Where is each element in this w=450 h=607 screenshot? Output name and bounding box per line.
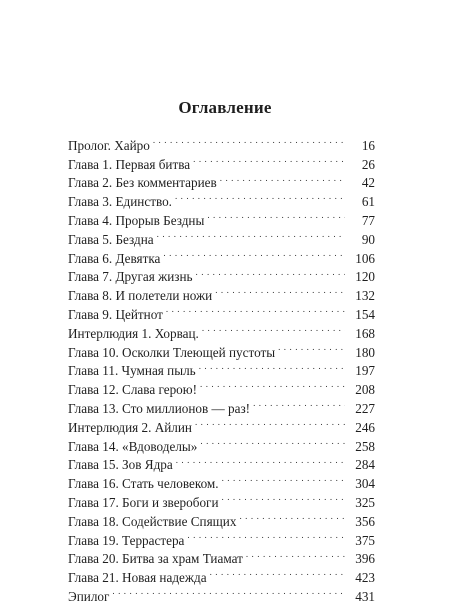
toc-entry-label: Глава 4. Прорыв Бездны: [68, 212, 205, 228]
toc-entry-label: Глава 2. Без комментариев: [68, 175, 217, 191]
toc-entry-page-number: 120: [355, 269, 375, 285]
dot-leader: [200, 432, 345, 451]
toc-entry-page-number: 423: [355, 570, 375, 586]
dot-leader: [239, 507, 345, 526]
toc-entry-label: Глава 3. Единство.: [68, 194, 172, 210]
toc-entry-page-number: 180: [355, 344, 375, 360]
toc-entry-page-number: 197: [355, 363, 375, 379]
dot-leader: [210, 563, 345, 582]
toc-entry-label: Глава 11. Чумная пыль: [68, 363, 196, 379]
toc-entry-label: Глава 5. Бездна: [68, 231, 154, 247]
toc-entry-page-number: 168: [355, 325, 375, 341]
toc-entry-label: Глава 21. Новая надежда: [68, 570, 207, 586]
toc-entry: [68, 582, 375, 604]
dot-leader: [157, 225, 345, 244]
dot-leader: [200, 375, 345, 394]
toc-entry-page-number: 106: [355, 250, 375, 266]
dot-leader: [220, 169, 345, 188]
toc-entry-label: Пролог. Хайро: [68, 137, 150, 153]
toc-entry-page-number: 26: [361, 156, 375, 172]
dot-leader: [163, 244, 345, 263]
toc-entry-page-number: 246: [355, 419, 375, 435]
dot-leader: [166, 300, 345, 319]
dot-leader: [195, 413, 345, 432]
toc-entry-page-number: 375: [355, 532, 375, 548]
dot-leader: [215, 281, 345, 300]
toc-entry: [68, 131, 375, 153]
toc-entry-label: Глава 17. Боги и зверобоги: [68, 494, 219, 510]
toc-entry-label: Глава 10. Осколки Тлеющей пустоты: [68, 344, 276, 360]
dot-leader: [193, 150, 345, 169]
toc-entry-page-number: 42: [361, 175, 375, 191]
toc-entry-page-number: 132: [355, 288, 375, 304]
toc-entry-page-number: 16: [361, 137, 375, 153]
toc-entry-label: Глава 18. Содействие Спящих: [68, 513, 237, 529]
dot-leader: [222, 469, 345, 488]
toc-entry-label: Глава 14. «Вдоводелы»: [68, 438, 198, 454]
dot-leader: [176, 451, 345, 470]
toc-entry-label: Глава 1. Первая битва: [68, 156, 191, 172]
toc-entry-page-number: 227: [355, 400, 375, 416]
dot-leader: [222, 488, 345, 507]
toc-entry-label: Интерлюдия 2. Айлин: [68, 419, 192, 435]
dot-leader: [196, 263, 345, 282]
toc-entry-page-number: 284: [355, 457, 375, 473]
dot-leader: [278, 338, 345, 357]
toc-entry-label: Глава 19. Террастера: [68, 532, 185, 548]
dot-leader: [153, 131, 345, 150]
toc-entry-page-number: 304: [355, 476, 375, 492]
toc-entry-page-number: 208: [355, 382, 375, 398]
toc-entry-label: Глава 15. Зов Ядра: [68, 457, 173, 473]
toc-entry-page-number: 154: [355, 306, 375, 322]
toc-entry-label: Глава 16. Стать человеком.: [68, 476, 219, 492]
toc-entry-page-number: 356: [355, 513, 375, 529]
toc-entry-page-number: 61: [361, 194, 375, 210]
toc-entry-label: Глава 6. Девятка: [68, 250, 161, 266]
dot-leader: [187, 526, 345, 545]
toc-entry-page-number: 90: [361, 231, 375, 247]
toc-entry-page-number: 396: [355, 551, 375, 567]
table-of-contents: [68, 131, 375, 604]
toc-entry-label: Глава 20. Битва за храм Тиамат: [68, 551, 243, 567]
toc-entry-page-number: 77: [361, 212, 375, 228]
toc-entry-page-number: 325: [355, 494, 375, 510]
toc-entry-page-number: 431: [355, 588, 375, 604]
toc-entry-label: Глава 9. Цейтнот: [68, 306, 163, 322]
toc-entry-label: Глава 13. Сто миллионов — раз!: [68, 400, 251, 416]
toc-entry-label: Эпилог: [68, 588, 110, 604]
dot-leader: [253, 394, 345, 413]
dot-leader: [199, 357, 345, 376]
toc-entry-label: Интерлюдия 1. Хорвац.: [68, 325, 199, 341]
dot-leader: [207, 206, 345, 225]
toc-entry-label: Глава 7. Другая жизнь: [68, 269, 193, 285]
toc-entry-label: Глава 12. Слава герою!: [68, 382, 198, 398]
page-title: Оглавление: [178, 98, 272, 117]
toc-entry-page-number: 258: [355, 438, 375, 454]
toc-entry-label: Глава 8. И полетели ножи: [68, 288, 213, 304]
dot-leader: [112, 582, 345, 601]
dot-leader: [246, 545, 345, 564]
dot-leader: [175, 187, 345, 206]
dot-leader: [202, 319, 345, 338]
